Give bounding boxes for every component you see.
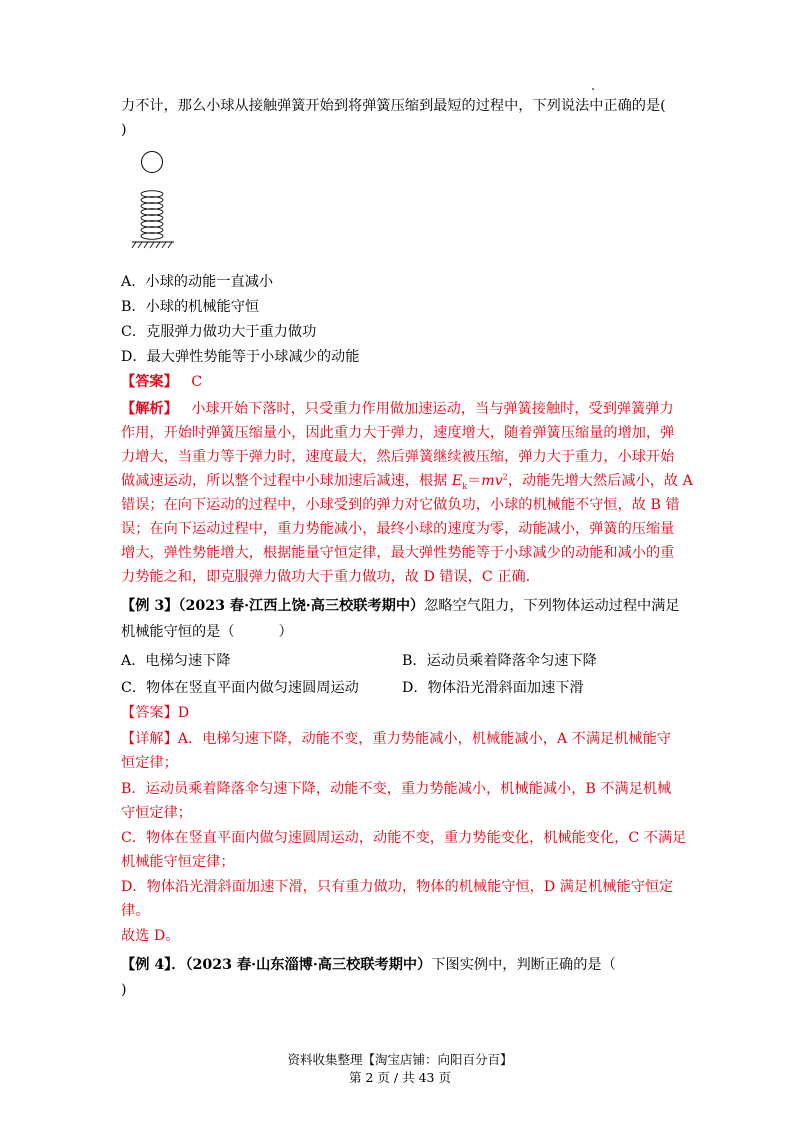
detail-text-1: A．电梯匀速下降，动能不变，重力势能减小，机械能减小，A 不满足机械能守	[177, 731, 671, 747]
detail-tag: 【详解】	[121, 731, 178, 747]
q3-stem-b: 机械能守恒的是（	[121, 624, 235, 640]
q2-analysis-line7: 增大，弹性势能增大，根据能量守恒定律，最大弹性势能等于小球减少的动能和减小的重	[121, 545, 675, 561]
q2-analysis-line8: 力势能之和，即克服弹力做功大于重力做功，故 D 错误，C 正确.	[121, 569, 531, 585]
q3-answer: 【答案】D	[121, 705, 190, 721]
q2-analysis-line4	[121, 471, 693, 491]
q4-source: （2023 春·山东淄博·高三校联考期中）	[185, 957, 432, 973]
analysis-text-4a: 做减速运动，所以整个过程中小球加速后减速，根据	[121, 473, 452, 489]
q3-option-b: B．运动员乘着降落伞匀速下降	[402, 653, 597, 669]
formula-sq: 2	[502, 472, 508, 482]
analysis-text-1: 小球开始下落时，只受重力作用做加速运动，当与弹簧接触时，受到弹簧弹力	[191, 401, 674, 417]
q3-detail-line3: B．运动员乘着降落伞匀速下降，动能不变，重力势能减小，机械能减小，B 不满足机械	[121, 781, 672, 797]
q3-tag: 【例 3】	[121, 598, 179, 614]
speck-mark	[592, 88, 594, 90]
footer-page-number: 第 2 页 / 共 43 页	[349, 1070, 451, 1085]
answer-value: C	[191, 374, 203, 390]
q3-detail-line4: 守恒定律；	[121, 805, 192, 821]
q3-detail-line1	[121, 729, 671, 749]
q4-tag: 【例 4】．	[121, 957, 186, 973]
q2-analysis-line5: 错误；在向下运动的过程中，小球受到的弹力对它做负功，小球的机械能不守恒，故 B 错	[121, 497, 680, 513]
footer-source: 资料收集整理【淘宝店铺：向阳百分百】	[287, 1052, 513, 1067]
ground-hatch	[132, 242, 172, 248]
formula-e: E	[451, 473, 463, 489]
spring-coils	[141, 191, 163, 240]
q3-stem-b-end: ）	[278, 624, 293, 640]
q2-option-a: A．小球的动能一直减小	[121, 274, 274, 290]
q3-detail-line9: 故选 D。	[121, 928, 180, 944]
analysis-tag: 【解析】	[121, 401, 178, 417]
ball-shape	[142, 152, 163, 173]
q3-detail-line6: 机械能守恒定律；	[121, 854, 235, 870]
q3-stem-line1	[121, 596, 680, 616]
q2-option-b: B．小球的机械能守恒	[121, 299, 260, 315]
answer-tag: 【答案】	[121, 374, 178, 390]
formula-eq: ＝	[467, 473, 482, 489]
q2-option-c: C．克服弹力做功大于重力做功	[121, 324, 317, 340]
q4-stem-a: 下图实例中，判断正确的是（	[431, 957, 616, 973]
q3-option-a: A．电梯匀速下降	[121, 653, 231, 669]
ball-spring-figure	[128, 146, 184, 252]
q2-stem-line2: )	[121, 122, 127, 138]
analysis-text-4b: ，动能先增大然后减小，故 A	[507, 473, 693, 489]
q3-option-c: C．物体在竖直平面内做匀速圆周运动	[121, 680, 359, 696]
formula-mv: mv	[481, 473, 503, 489]
q2-analysis-line3: 力增大，当重力等于弹力时，速度最大，然后弹簧继续被压缩，弹力大于重力，小球开始	[121, 449, 675, 465]
q3-detail-line8: 律。	[121, 903, 150, 919]
q4-stem-line2: )	[121, 982, 127, 998]
q3-detail-line2: 恒定律；	[121, 755, 178, 771]
formula-k: k	[462, 481, 468, 491]
q3-detail-line7: D．物体沿光滑斜面加速下滑，只有重力做功，物体的机械能守恒，D 满足机械能守恒定	[121, 879, 674, 895]
q3-stem-a: 忽略空气阻力，下列物体运动过程中满足	[424, 598, 680, 614]
q3-stem-line2	[121, 622, 293, 642]
q4-stem-line1	[121, 955, 616, 975]
q3-source: （2023 春·江西上饶·高三校联考期中）	[178, 598, 425, 614]
q2-stem-line1: 力不计，那么小球从接触弹簧开始到将弹簧压缩到最短的过程中，下列说法中正确的是(	[121, 98, 666, 114]
q2-option-d: D．最大弹性势能等于小球减少的动能	[121, 349, 360, 365]
q2-answer-line	[121, 372, 202, 392]
q3-detail-line5: C．物体在竖直平面内做匀速圆周运动，动能不变，重力势能变化，机械能变化，C 不满足	[121, 830, 687, 846]
q2-analysis-line2: 作用，开始时弹簧压缩量小，因此重力大于弹力，速度增大，随着弹簧压缩量的增加，弹	[121, 425, 675, 441]
q2-analysis-line6: 误；在向下运动过程中，重力势能减小，最终小球的速度为零，动能减小，弹簧的压缩量	[121, 521, 675, 537]
q2-analysis-line1	[121, 399, 674, 419]
q3-option-d: D．物体沿光滑斜面加速下滑	[402, 680, 584, 696]
